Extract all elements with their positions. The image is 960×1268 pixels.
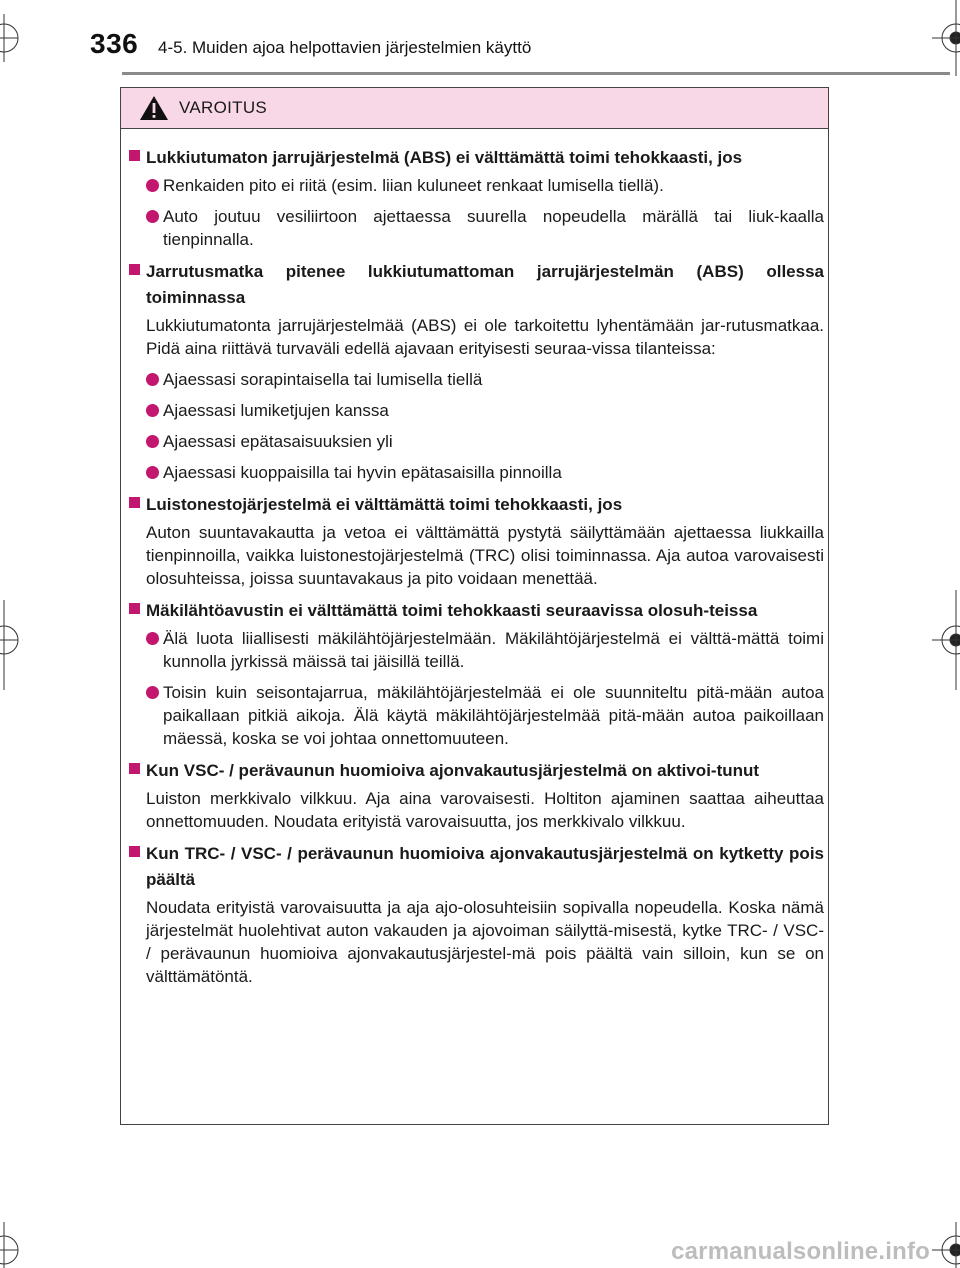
warning-item-traction-control xyxy=(127,492,824,590)
warning-body xyxy=(121,129,824,988)
crop-mark-right-mid xyxy=(932,590,960,690)
warning-header xyxy=(121,88,828,129)
item-text: Lukkiutumatonta jarrujärjestelmää (ABS) ei ole tarkoitettu lyhentämään jar-rutusmatkaa. Pidä aina riittävä turvaväli edellä ajavaan erityisesti seuraa-vissa tilanteissa: xyxy=(146,316,824,358)
item-text: Luiston merkkivalo vilkkuu. Aja aina varovaisesti. Holtiton ajaminen saattaa aiheuttaa onnettomuuden. Noudata erityistä varovaisuutta, jos merkkivalo vilkkuu. xyxy=(146,789,824,831)
list-item-text: Auto joutuu vesiliirtoon ajettaessa suurella nopeudella märällä tai liuk-kaalla tienpinnalla. xyxy=(163,207,824,249)
round-bullet-icon xyxy=(146,404,159,417)
round-bullet-icon xyxy=(146,466,159,479)
round-bullet-icon xyxy=(146,435,159,448)
square-bullet-icon xyxy=(129,264,140,275)
list-item xyxy=(146,430,824,453)
list-item xyxy=(146,399,824,422)
round-bullet-icon xyxy=(146,686,159,699)
list-item-text: Ajaessasi sorapintaisella tai lumisella tiellä xyxy=(163,370,483,389)
warning-item-vsc-activated xyxy=(127,758,824,833)
crop-mark-bottom-right xyxy=(932,1222,960,1268)
list-item xyxy=(146,174,824,197)
list-item xyxy=(146,368,824,391)
list-item xyxy=(146,205,824,251)
crop-mark-bottom-left xyxy=(0,1222,18,1268)
list-item-text: Älä luota liiallisesti mäkilähtöjärjestelmään. Mäkilähtöjärjestelmä ei välttä-mättä toimi kunnolla jyrkissä mäissä tai jäisillä teillä. xyxy=(163,629,824,671)
list-item-text: Renkaiden pito ei riitä (esim. liian kuluneet renkaat lumisella tiellä). xyxy=(163,176,664,195)
watermark: carmanualsonline.info xyxy=(671,1238,930,1265)
warning-item-hill-start-assist xyxy=(127,598,824,750)
list-item-text: Ajaessasi epätasaisuuksien yli xyxy=(163,432,393,451)
square-bullet-icon xyxy=(129,603,140,614)
warning-item-braking-distance xyxy=(127,259,824,484)
header-rule xyxy=(122,72,950,75)
list-item xyxy=(146,627,824,673)
item-title: Jarrutusmatka pitenee lukkiutumattoman jarrujärjestelmän (ABS) ollessa toiminnassa xyxy=(146,262,824,307)
item-title: Mäkilähtöavustin ei välttämättä toimi tehokkaasti seuraavissa olosuh-teissa xyxy=(146,601,758,620)
item-title: Kun TRC- / VSC- / perävaunun huomioiva ajonvakautusjärjestelmä on kytketty pois päältä xyxy=(146,844,824,889)
list-item-text: Ajaessasi kuoppaisilla tai hyvin epätasaisilla pinnoilla xyxy=(163,463,562,482)
page-number: 336 xyxy=(90,28,139,59)
round-bullet-icon xyxy=(146,632,159,645)
item-title: Luistonestojärjestelmä ei välttämättä toimi tehokkaasti, jos xyxy=(146,495,623,514)
item-title: Kun VSC- / perävaunun huomioiva ajonvakautusjärjestelmä on aktivoi-tunut xyxy=(146,761,760,780)
warning-item-systems-off xyxy=(127,841,824,988)
square-bullet-icon xyxy=(129,150,140,161)
item-title: Lukkiutumaton jarrujärjestelmä (ABS) ei välttämättä toimi tehokkaasti, jos xyxy=(146,148,743,167)
crop-mark-top-left xyxy=(0,14,18,62)
item-text: Noudata erityistä varovaisuutta ja aja ajo-olosuhteisiin sopivalla nopeudella. Koska nämä järjestelmät huolehtivat auton vakauden ja ajovoiman säilyttä-misestä, kytke TRC- / VSC- / perävaunun huomioiva ajonvakautusjärjestel-mä pois päältä vain silloin, kun se on välttämätöntä. xyxy=(146,898,824,986)
crop-mark-left-mid xyxy=(0,600,18,690)
list-item xyxy=(146,681,824,750)
crop-mark-top-right xyxy=(932,0,960,76)
item-text: Auton suuntavakautta ja vetoa ei välttämättä pystytä säilyttämään ajettaessa liukkailla tienpinnoilla, vaikka luistonestojärjestelmä (TRC) olisi toiminnassa. Aja autoa varovaisesti olosuhteissa, joissa suuntavakaus ja pito voidaan menettää. xyxy=(146,523,824,588)
round-bullet-icon xyxy=(146,179,159,192)
warning-triangle-icon xyxy=(139,95,169,121)
list-item-text: Toisin kuin seisontajarrua, mäkilähtöjärjestelmää ei ole suunniteltu pitä-mään autoa paikallaan pitkiä aikoja. Älä käytä mäkilähtöjärjestelmää pitä-mään autoa paikoillaan mäessä, koska se voi johtaa onnettomuuteen. xyxy=(163,683,824,748)
warning-box xyxy=(120,87,829,1125)
list-item xyxy=(146,461,824,484)
round-bullet-icon xyxy=(146,373,159,386)
square-bullet-icon xyxy=(129,763,140,774)
warning-label: VAROITUS xyxy=(179,98,268,117)
section-title: 4-5. Muiden ajoa helpottavien järjestelmien käyttö xyxy=(158,38,532,57)
round-bullet-icon xyxy=(146,210,159,223)
list-item-text: Ajaessasi lumiketjujen kanssa xyxy=(163,401,389,420)
square-bullet-icon xyxy=(129,846,140,857)
warning-item-abs-effectiveness xyxy=(127,145,824,251)
square-bullet-icon xyxy=(129,497,140,508)
